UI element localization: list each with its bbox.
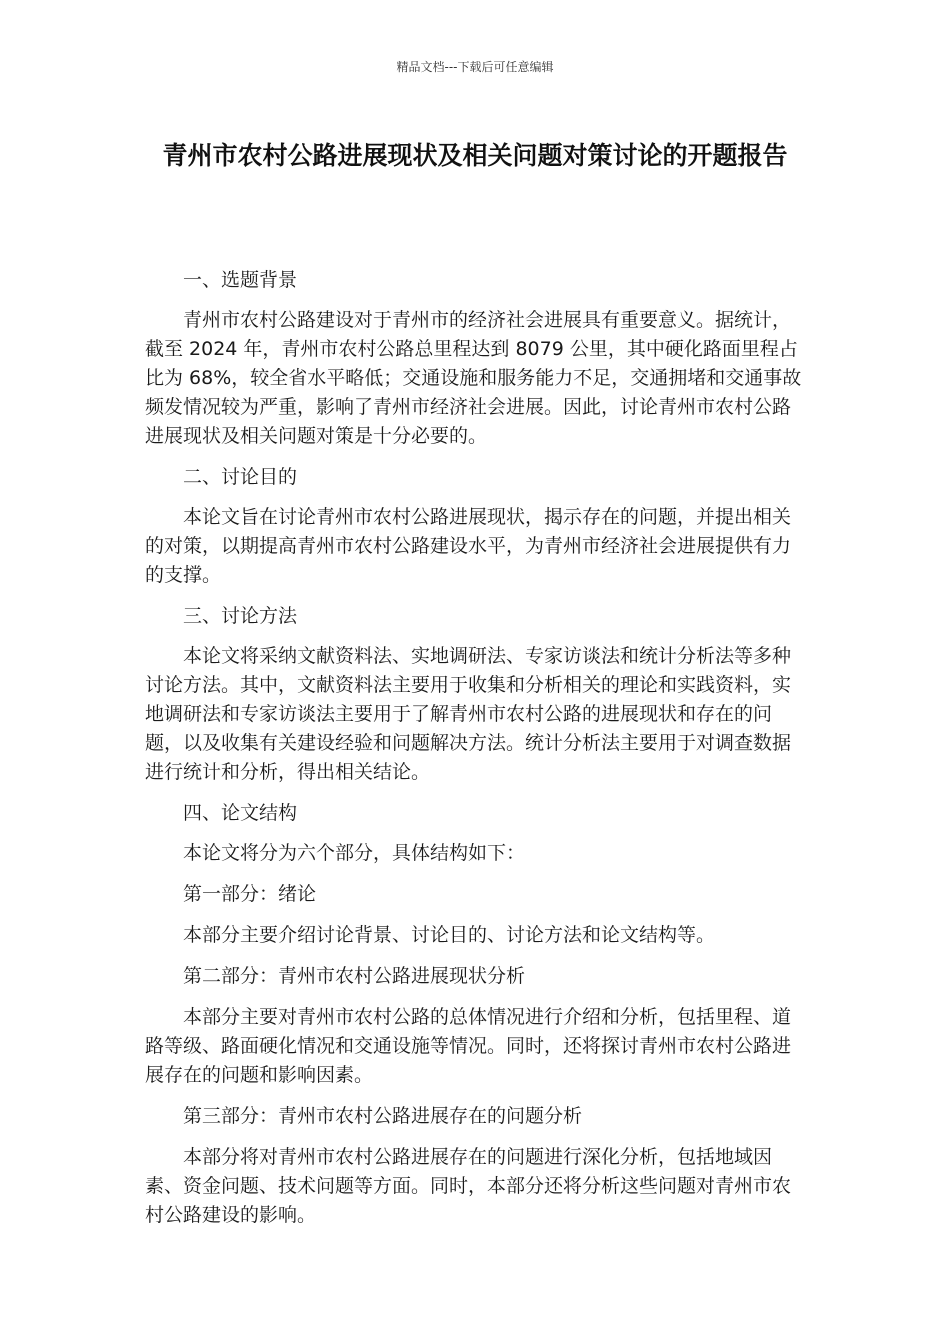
paragraph-structure-intro: 本论文将分为六个部分，具体结构如下： bbox=[183, 842, 526, 864]
paragraph-purpose: 本论文旨在讨论青州市农村公路进展现状，揭示存在的问题，并提出相关的对策，以期提高青州市农村公路建设水平，为青州市经济社会进展提供有力的支撑。 bbox=[145, 506, 792, 586]
page-header: 精品文档---下载后可任意编辑 bbox=[396, 60, 554, 74]
document-body bbox=[145, 266, 807, 1242]
part-two-description: 本部分主要对青州市农村公路的总体情况进行介绍和分析，包括里程、道路等级、路面硬化情况和交通设施等情况。同时，还将探讨青州市农村公路进展存在的问题和影响因素。 bbox=[145, 1006, 792, 1086]
part-three-description: 本部分将对青州市农村公路进展存在的问题进行深化分析，包括地域因素、资金问题、技术问题等方面。同时，本部分还将分析这些问题对青州市农村公路建设的影响。 bbox=[145, 1146, 792, 1226]
paragraph-method: 本论文将采纳文献资料法、实地调研法、专家访谈法和统计分析法等多种讨论方法。其中，文献资料法主要用于收集和分析相关的理论和实践资料，实地调研法和专家访谈法主要用于了解青州市农村公路的进展现状和存在的问题，以及收集有关建设经验和问题解决方法。统计分析法主要用于对调查数据进行统计和分析，得出相关结论。 bbox=[145, 645, 792, 783]
section-heading-method: 三、讨论方法 bbox=[183, 605, 298, 627]
section-heading-structure: 四、论文结构 bbox=[183, 802, 298, 824]
part-one-title: 第一部分：绪论 bbox=[183, 883, 317, 905]
document-title: 青州市农村公路进展现状及相关问题对策讨论的开题报告 bbox=[162, 141, 788, 170]
part-three-title: 第三部分：青州市农村公路进展存在的问题分析 bbox=[183, 1105, 583, 1127]
section-heading-purpose: 二、讨论目的 bbox=[183, 466, 298, 488]
paragraph-background: 青州市农村公路建设对于青州市的经济社会进展具有重要意义。据统计，截至 2024 年，青州市农村公路总里程达到 8079 公里，其中硬化路面里程占比为 68%，较全省水平略低；交通设施和服务能力不足，交通拥堵和交通事故频发情况较为严重，影响了青州市经济社会进展。因此，讨论青州市农村公路进展现状及相关问题对策是十分必要的。 bbox=[145, 309, 802, 447]
section-heading-background: 一、选题背景 bbox=[183, 269, 298, 291]
part-two-title: 第二部分：青州市农村公路进展现状分析 bbox=[183, 965, 526, 987]
part-one-description: 本部分主要介绍讨论背景、讨论目的、讨论方法和论文结构等。 bbox=[183, 924, 716, 946]
